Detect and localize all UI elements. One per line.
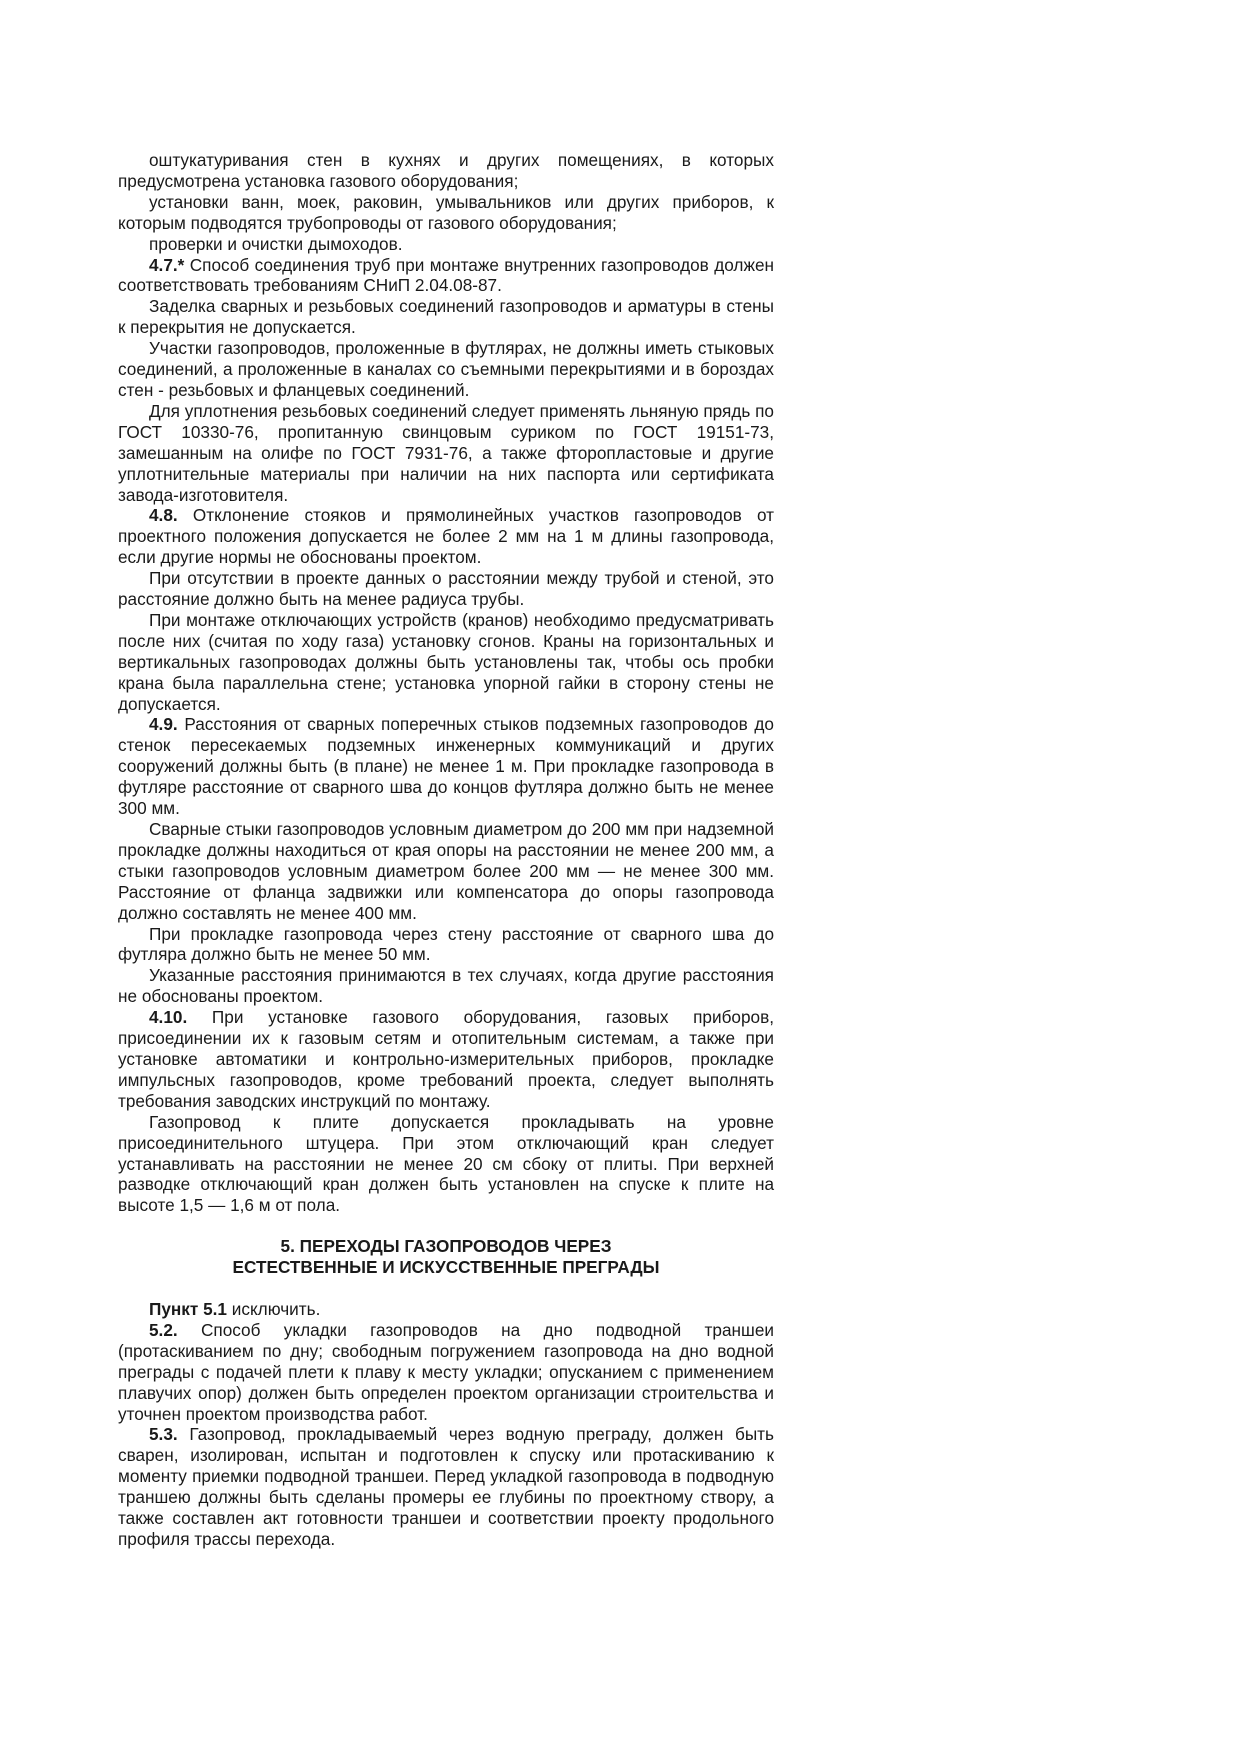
paragraph-text: При монтаже отключающих устройств (кранов) необходимо предусматривать после них (считая по ходу газа) установку сгонов. Краны на горизонтальных и вертикальных газопроводах должны быть установлены так, чтобы ось пробки крана была параллельна стене; установка упорной гайки в сторону стены не допускается. [118, 609, 774, 714]
paragraph-text: Участки газопроводов, проложенные в футлярах, не должны иметь стыковых соединений, а проложенные в каналах со съемными перекрытиями и в бороздах стен - резьбовых и фланцевых соединений. [118, 338, 774, 400]
paragraph-text: оштукатуривания стен в кухнях и других помещениях, в которых предусмотрена установка газового оборудования; [118, 150, 774, 191]
paragraph [118, 965, 774, 1007]
paragraph-text: установки ванн, моек, раковин, умывальников или других приборов, к которым подводятся трубопроводы от газового оборудования; [118, 191, 774, 233]
paragraph-text: проверки и очистки дымоходов. [149, 233, 403, 254]
paragraph-text: При установке газового оборудования, газовых приборов, присоединении их к газовым сетям и отопительным системам, а также при установке автоматики и контрольно-измерительных приборов, прокладке импульсных газопроводов, кроме требований проекта, следует выполнять требования заводских инструкций по монтажу. [118, 1007, 774, 1111]
paragraph-text: Сварные стыки газопроводов условным диаметром до 200 мм при надземной прокладке должны находиться от края опоры на расстоянии не менее 200 мм, а стыки газопроводов условным диаметром более 200 мм — не менее 300 мм. Расстояние от фланца задвижки или компенсатора до опоры газопровода должно составлять не менее 400 мм. [118, 819, 774, 923]
paragraph [118, 150, 774, 192]
paragraph-text: Отклонение стояков и прямолинейных участков газопроводов от проектного положения допускается не более 2 мм на 1 м длины газопровода, если другие нормы не обоснованы проектом. [118, 505, 774, 568]
paragraph [118, 296, 774, 338]
paragraph [118, 1299, 774, 1320]
clause-number: Пункт 5.1 [149, 1299, 227, 1320]
paragraph-text: При отсутствии в проекте данных о расстоянии между трубой и стеной, это расстояние должно быть на менее радиуса трубы. [118, 568, 774, 610]
paragraph [118, 819, 774, 924]
paragraph [118, 505, 774, 568]
clause-number: 4.9. [149, 714, 178, 735]
clause-number: 5.3. [149, 1424, 178, 1445]
paragraph [118, 192, 774, 234]
paragraph-text: Заделка сварных и резьбовых соединений газопроводов и арматуры в стены к перекрытия не допускается. [118, 296, 774, 338]
paragraph [118, 924, 774, 966]
section-5-heading [118, 1236, 774, 1278]
paragraph [118, 568, 774, 610]
heading-line-2: ЕСТЕСТВЕННЫЕ И ИСКУССТВЕННЫЕ ПРЕГРАДЫ [232, 1257, 660, 1278]
paragraph-text: исключить. [226, 1299, 321, 1320]
clause-number: 4.10. [149, 1007, 188, 1028]
paragraph-text: Указанные расстояния принимаются в тех случаях, когда другие расстояния не обоснованы проектом. [118, 965, 774, 1007]
paragraph [118, 1007, 774, 1112]
paragraph [118, 610, 774, 715]
paragraph-text: Газопровод, прокладываемый через водную преграду, должен быть сварен, изолирован, испытан и подготовлен к спуску или протаскиванию к моменту приемки подводной траншеи. Перед укладкой газопровода в подводную траншею должны быть сделаны промеры ее глубины по проектному створу, а также составлен акт готовности траншеи и соответствии проекту продольного профиля трассы перехода. [118, 1424, 774, 1549]
document-body [118, 150, 774, 1550]
paragraph-text: Газопровод к плите допускается прокладывать на уровне присоединительного штуцера. При этом отключающий кран следует устанавливать на расстоянии не менее 20 см сбоку от плиты. При верхней разводке отключающий кран должен быть установлен на спуске к плите на высоте 1,5 — 1,6 м от пола. [118, 1111, 774, 1216]
paragraph-text: Способ укладки газопроводов на дно подводной траншеи (протаскиванием по дну; свободным погружением газопровода на дно водной преграды с подачей плети к плаву к месту укладки; опусканием с применением плавучих опор) должен быть определен проектом организации строительства и уточнен проектом производства работ. [118, 1319, 774, 1424]
paragraph [118, 338, 774, 401]
paragraph [118, 1112, 774, 1217]
paragraph [118, 234, 774, 255]
paragraph [118, 255, 774, 297]
section-4-text [118, 150, 774, 1216]
clause-number: 5.2. [149, 1319, 178, 1340]
paragraph-text: Для уплотнения резьбовых соединений следует применять льняную прядь по ГОСТ 10330-76, пропитанную свинцовым суриком по ГОСТ 19151-73, замешанным на олифе по ГОСТ 7931-76, а также фторопластовые и другие уплотнительные материалы при наличии на них паспорта или сертификата завода-изготовителя. [118, 400, 774, 505]
clause-number: 4.8. [149, 505, 178, 526]
clause-number: 4.7.* [149, 254, 185, 275]
paragraph [118, 1320, 774, 1425]
paragraph-text: Способ соединения труб при монтаже внутренних газопроводов должен соответствовать требованиям СНиП 2.04.08-87. [118, 254, 774, 296]
paragraph-text: Расстояния от сварных поперечных стыков подземных газопроводов до стенок пересекаемых подземных инженерных коммуникаций и других сооружений должны быть (в плане) не менее 1 м. При прокладке газопровода в футляре расстояние от сварного шва до концов футляра должно быть не менее 300 мм. [118, 714, 774, 819]
section-5-text [118, 1299, 774, 1550]
paragraph [118, 401, 774, 506]
paragraph [118, 714, 774, 819]
paragraph [118, 1424, 774, 1549]
paragraph-text: При прокладке газопровода через стену расстояние от сварного шва до футляра должно быть не менее 50 мм. [118, 923, 774, 965]
heading-line-1: 5. ПЕРЕХОДЫ ГАЗОПРОВОДОВ ЧЕРЕЗ [280, 1236, 612, 1257]
